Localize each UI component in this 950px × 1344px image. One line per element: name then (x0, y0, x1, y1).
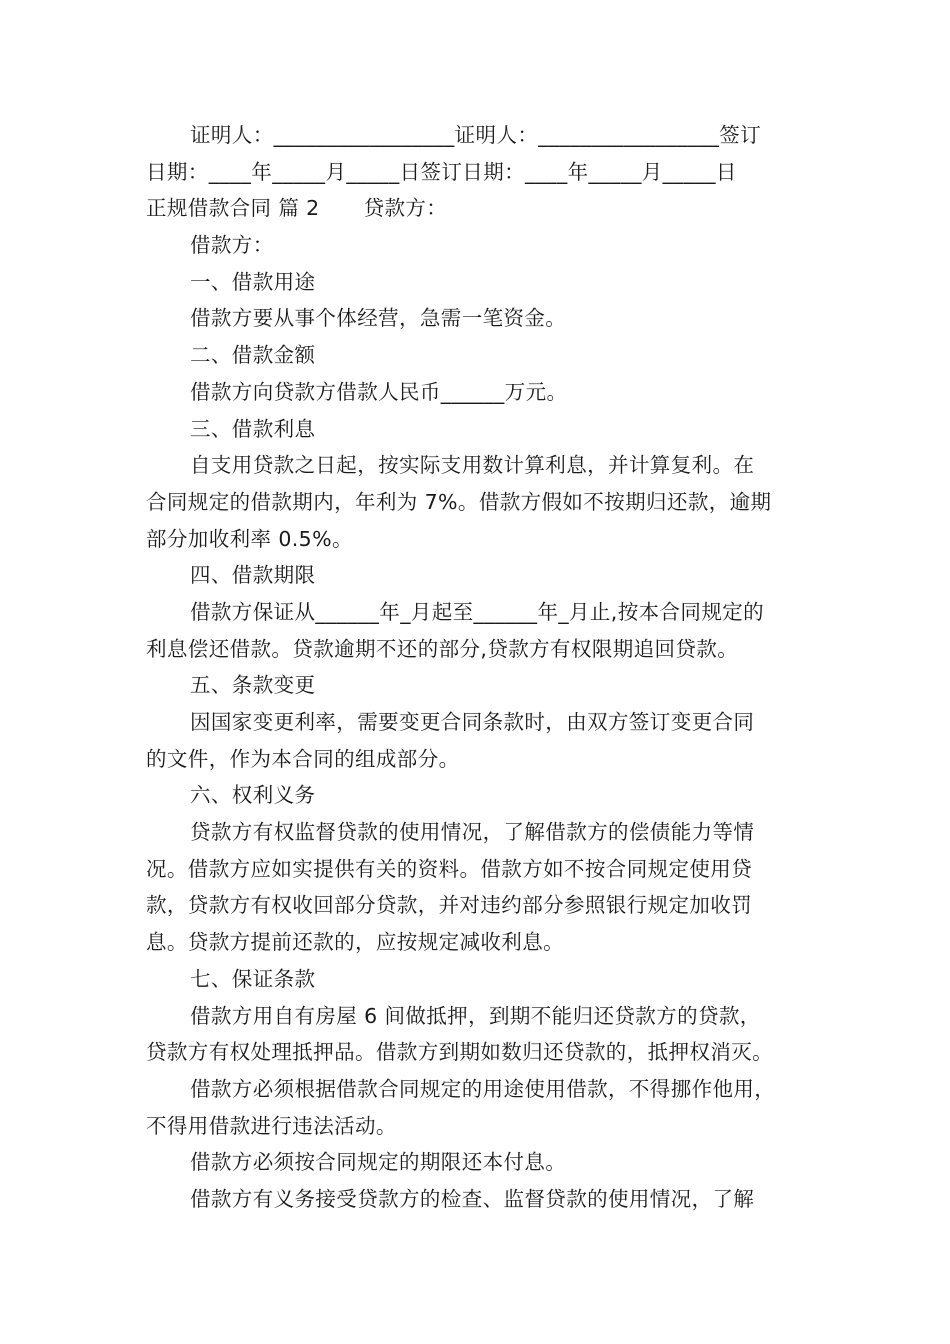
line-text: 一、借款用途 (190, 269, 316, 294)
document-line (146, 741, 810, 778)
line-text: 贷款方有权处理抵押品。借款方到期如数归还贷款的，抵押权消灭。 (146, 1040, 773, 1065)
document-line (146, 411, 810, 448)
document-line (146, 594, 810, 631)
document-line (146, 557, 810, 594)
document-line (146, 337, 810, 374)
line-text: 借款方向贷款方借款人民币______万元。 (190, 379, 568, 404)
line-text: 四、借款期限 (190, 563, 316, 588)
document-line (146, 1071, 810, 1108)
line-text: 借款方有义务接受贷款方的检查、监督贷款的使用情况，了解 (190, 1186, 755, 1211)
line-text: 合同规定的借款期内，年利为 7%。借款方假如不按期归还款，逾期 (146, 489, 772, 514)
line-text: 利息偿还借款。贷款逾期不还的部分,贷款方有权限期追回贷款。 (146, 636, 739, 661)
document-line (146, 704, 810, 741)
line-text: 七、保证条款 (190, 966, 316, 991)
line-text: 借款方必须按合同规定的期限还本付息。 (190, 1150, 567, 1175)
document-line (146, 1108, 810, 1145)
document-line (146, 300, 810, 337)
document-line (146, 631, 810, 668)
line-text: 部分加收利率 0.5%。 (146, 526, 353, 551)
document-line (146, 1181, 810, 1218)
line-text: 况。借款方应如实提供有关的资料。借款方如不按合同规定使用贷 (146, 856, 753, 881)
line-text: 因国家变更利率，需要变更合同条款时，由双方签订变更合同 (190, 710, 755, 734)
document-line (146, 374, 810, 411)
document-line (146, 190, 810, 227)
document-line (146, 227, 810, 264)
document-line (146, 154, 810, 191)
document-line (146, 924, 810, 961)
line-tail-text: 贷款方： (363, 196, 448, 221)
document-line (146, 117, 810, 154)
document-line (146, 961, 810, 998)
line-text: 不得用借款进行违法活动。 (146, 1113, 397, 1138)
line-text: 借款方必须根据借款合同规定的用途使用借款，不得挪作他用， (190, 1076, 776, 1101)
line-text: 贷款方有权监督贷款的使用情况，了解借款方的偿债能力等情 (190, 820, 755, 845)
line-text: 借款方要从事个体经营，急需一笔资金。 (190, 306, 567, 331)
document-line (146, 887, 810, 924)
line-text: 日期：____年_____月_____日签订日期：____年_____月_____日 (146, 159, 737, 184)
line-text: 证明人：_________________证明人：_________________签订 (190, 123, 762, 147)
line-text: 自支用贷款之日起，按实际支用数计算利息，并计算复利。在 (190, 453, 755, 478)
line-text: 正规借款合同 篇 2 (146, 196, 320, 221)
document-line (146, 264, 810, 301)
line-text: 五、条款变更 (190, 673, 316, 698)
line-text: 借款方用自有房屋 6 间做抵押，到期不能归还贷款方的贷款， (190, 1003, 761, 1028)
document-line (146, 851, 810, 888)
line-text: 六、权利义务 (190, 783, 316, 808)
document-line (146, 484, 810, 521)
line-text: 的文件，作为本合同的组成部分。 (146, 746, 460, 771)
document-line (146, 521, 810, 558)
line-text: 借款方保证从______年_月起至______年_月止,按本合同规定的 (190, 599, 765, 624)
document-line (146, 1144, 810, 1181)
document-line (146, 814, 810, 851)
document-line (146, 777, 810, 814)
line-text: 息。贷款方提前还款的，应按规定减收利息。 (146, 930, 564, 955)
document-line (146, 667, 810, 704)
document-body (146, 117, 810, 1218)
line-text: 借款方： (190, 233, 274, 258)
document-line (146, 447, 810, 484)
line-text: 二、借款金额 (190, 343, 316, 368)
line-text: 款，贷款方有权收回部分贷款，并对违约部分参照银行规定加收罚 (146, 893, 753, 918)
line-text: 三、借款利息 (190, 416, 316, 441)
document-line (146, 1034, 810, 1071)
document-line (146, 998, 810, 1035)
